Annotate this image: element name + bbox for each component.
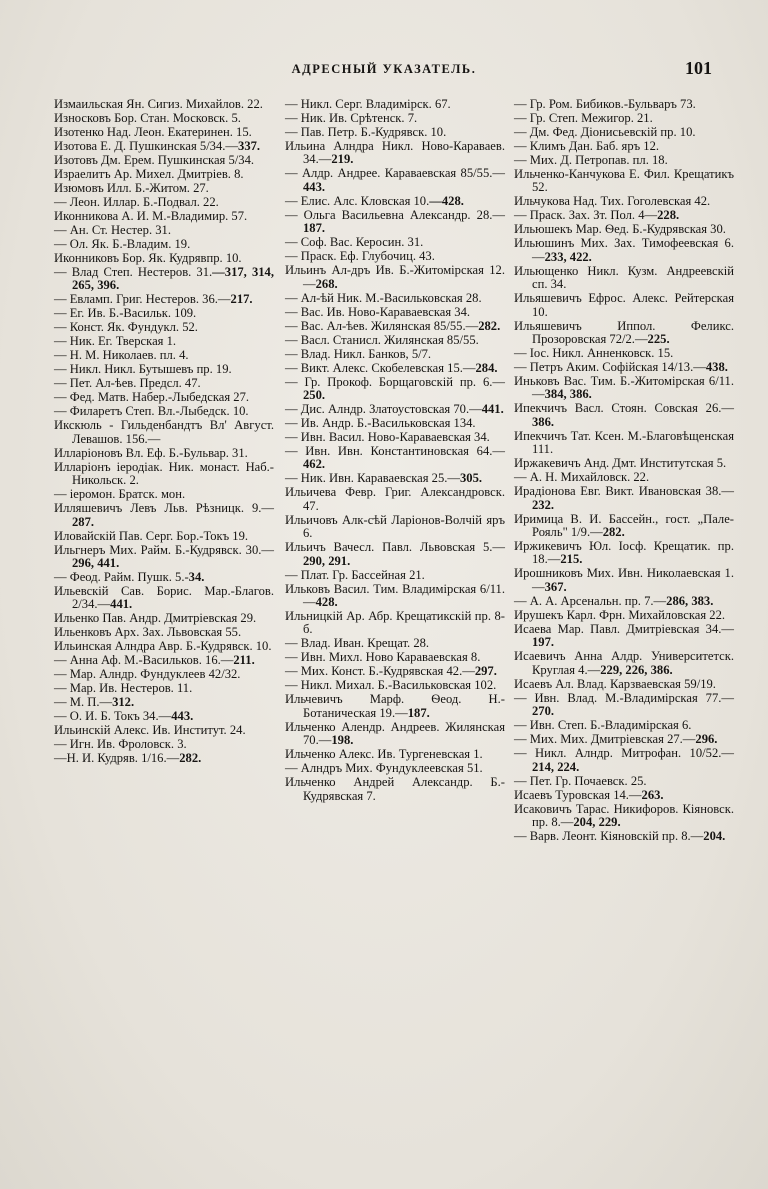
directory-entry — [285, 306, 505, 319]
entry-text: Иньковъ Вас. Тим. Б.-Житомірская 6/11.— — [514, 374, 734, 402]
entry-text: — Ол. Як. Б.-Владим. 19. — [54, 237, 191, 251]
entry-text: — Ив. Андр. Б.-Васильковская 134. — [285, 416, 476, 431]
directory-entry — [54, 626, 274, 639]
entry-phone-numbers: 250. — [303, 388, 326, 403]
entry-text: — Мих. Конст. Б.-Кудрявская 42.— — [285, 664, 475, 679]
entry-text: — Алндръ Мих. Фундуклеевская 51. — [285, 761, 483, 776]
directory-entry — [54, 682, 274, 695]
entry-text: — Конст. Як. Фундукл. 52. — [54, 320, 198, 335]
directory-entry — [514, 320, 734, 347]
directory-entry — [514, 112, 734, 125]
entry-text: — Ал-ѣй Ник. М.-Васильковская 28. — [285, 290, 482, 305]
directory-entry — [514, 168, 734, 195]
entry-text: Изюмовъ Илл. Б.-Житом. 27. — [54, 181, 209, 195]
directory-entry — [285, 417, 505, 430]
entry-text: Ильчукова Над. Тих. Гоголевская 42. — [514, 194, 711, 209]
entry-phone-numbers: 290, 291. — [303, 553, 351, 568]
directory-entry — [54, 612, 274, 625]
entry-text: — Варв. Леонт. Кіяновскій пр. 8.— — [514, 828, 704, 843]
directory-entry — [54, 696, 274, 709]
entry-text: — Викт. Алекс. Скобелевская 15.— — [285, 360, 476, 375]
entry-phone-numbers: 197. — [532, 635, 555, 650]
entry-text: — Мар. Алндр. Фундуклеев 42/32. — [54, 667, 241, 682]
entry-text: — Филаретъ Степ. Вл.-Лыбедск. 10. — [54, 404, 249, 419]
entry-phone-numbers: 284. — [475, 360, 498, 375]
entry-phone-numbers: 270. — [532, 704, 555, 719]
directory-entry — [54, 585, 274, 612]
entry-text: — Ивн. Влад. М.-Владимірская 77.— — [514, 690, 734, 705]
entry-text: Изотовъ Дм. Ерем. Пушкинская 5/34. — [54, 153, 255, 167]
directory-entry — [285, 431, 505, 444]
entry-text: — А. Н. Михайловск. 22. — [514, 470, 650, 485]
directory-entry — [285, 403, 505, 416]
directory-entry — [54, 321, 274, 334]
entry-text: Ильинскій Алекс. Ив. Институт. 24. — [54, 723, 246, 738]
directory-entry — [514, 789, 734, 802]
directory-entry — [54, 154, 274, 167]
entry-text: Илларіонъ іеродіак. Ник. монаст. Наб.-Никольск. 2. — [54, 459, 274, 488]
directory-entry — [54, 238, 274, 251]
entry-text: — іеромон. Братск. мон. — [54, 487, 186, 502]
entry-text: Илляшевичъ Левъ Льв. Рѣзницк. 9.— — [54, 501, 274, 516]
entry-phone-numbers: 228. — [657, 208, 680, 223]
entry-text: Ипекчичъ Тат. Ксен. М.-Благовѣщенская 111. — [514, 428, 734, 457]
directory-entry — [514, 650, 734, 677]
entry-text: — Мар. Ив. Нестеров. 11. — [54, 681, 193, 696]
directory-entry — [514, 678, 734, 691]
directory-entry — [514, 733, 734, 746]
directory-entry — [514, 471, 734, 484]
directory-entry — [54, 710, 274, 723]
directory-entry — [514, 457, 734, 470]
directory-entry — [514, 830, 734, 843]
entry-phone-numbers: 386. — [532, 414, 555, 429]
entry-phone-numbers: 263. — [641, 787, 664, 802]
directory-entry — [514, 292, 734, 319]
directory-entry — [54, 168, 274, 181]
directory-entry — [54, 349, 274, 362]
entry-phone-numbers: 219. — [331, 152, 354, 167]
entry-phone-numbers: 286, 383. — [666, 593, 714, 608]
directory-entry — [514, 567, 734, 594]
entry-text: — Пав. Петр. Б.-Кудрявск. 10. — [285, 125, 447, 139]
entry-text: Исаевъ Туровская 14.— — [514, 787, 642, 802]
entry-phone-numbers: 232. — [532, 497, 555, 512]
directory-entry — [514, 265, 734, 292]
entry-text: — Алдр. Андрее. Караваевская 85/55.— — [285, 166, 505, 181]
directory-entry — [54, 738, 274, 751]
entry-text: — Влад. Иван. Крещат. 28. — [285, 636, 430, 651]
directory-entry — [285, 334, 505, 347]
entry-text: Ильичева Февр. Григ. Александровск. 47. — [285, 485, 505, 513]
directory-entry — [285, 236, 505, 249]
entry-phone-numbers: 211. — [233, 653, 255, 668]
entry-text: — Ивн. Васил. Ново-Караваевская 34. — [285, 430, 490, 445]
entry-text: Ильченко Алекс. Ив. Тургеневская 1. — [285, 747, 483, 762]
directory-entry — [285, 292, 505, 305]
entry-text: — Дис. Алндр. Златоустовская 70.— — [285, 402, 482, 417]
entry-phone-numbers: 312. — [112, 695, 135, 710]
entry-phone-numbers: 384, 386. — [544, 387, 592, 402]
entry-text: Ильяшевичъ Ефрос. Алекс. Рейтерская 10. — [514, 291, 734, 319]
directory-entry — [54, 668, 274, 681]
directory-entry — [54, 182, 274, 195]
entry-text: Ильковъ Васил. Тим. Владимірская 6/11.— — [285, 581, 505, 610]
directory-entry — [285, 748, 505, 761]
column-2 — [285, 98, 505, 804]
directory-entry — [54, 252, 274, 265]
entry-phone-numbers: 443. — [303, 179, 326, 194]
entry-phone-numbers: 296. — [695, 732, 718, 747]
entry-phone-numbers: 268. — [315, 276, 338, 291]
entry-phone-numbers: 187. — [407, 705, 430, 720]
entry-phone-numbers: —428. — [429, 193, 464, 208]
entry-text: — Петръ Аким. Софійская 14/13.— — [514, 360, 706, 375]
entry-phone-numbers: 229, 226, 386. — [600, 662, 673, 677]
directory-entry — [285, 195, 505, 208]
directory-entry — [54, 98, 274, 111]
entry-text: Израелитъ Ар. Михел. Дмитріев. 8. — [54, 167, 244, 181]
entry-phone-numbers: 443. — [171, 709, 194, 724]
directory-entry — [285, 376, 505, 403]
entry-phone-numbers: 282. — [179, 751, 202, 766]
entry-text: — Праск. Зах. Зт. Пол. 4— — [514, 208, 658, 223]
entry-text: Ирошниковъ Мих. Ивн. Николаевская 1.— — [514, 566, 734, 594]
entry-phone-numbers: 282. — [478, 318, 501, 333]
directory-entry — [54, 640, 274, 653]
entry-phone-numbers: 204, 229. — [573, 814, 621, 829]
entry-text: Ильевскій Сав. Борис. Мар.-Благов. 2/34.— — [54, 584, 274, 612]
directory-entry — [285, 514, 505, 541]
directory-entry — [54, 405, 274, 418]
entry-text: Ильенковъ Арх. Зах. Львовская 55. — [54, 625, 242, 640]
directory-entry — [285, 583, 505, 610]
entry-phone-numbers: 428. — [315, 595, 338, 610]
directory-entry — [514, 775, 734, 788]
directory-entry — [285, 98, 505, 111]
directory-entry — [54, 210, 274, 223]
entry-text: — Евламп. Григ. Нестеров. 36.— — [54, 292, 231, 307]
entry-text: Ильющенко Никл. Кузм. Андреевскій сп. 34. — [514, 263, 734, 292]
directory-entry — [285, 776, 505, 803]
entry-text: Ильюшинъ Мих. Зах. Тимофеевская 6.— — [514, 236, 734, 264]
entry-text: — Гр. Ром. Бибиков.-Бульваръ 73. — [514, 97, 696, 111]
directory-entry — [54, 266, 274, 293]
directory-entry — [514, 154, 734, 167]
directory-entry — [514, 361, 734, 374]
entry-text: — Елис. Алс. Кловская 10. — [285, 193, 430, 208]
directory-entry — [54, 293, 274, 306]
directory-entry — [514, 719, 734, 732]
entry-text: Ильенко Пав. Андр. Дмитріевская 29. — [54, 611, 257, 626]
directory-entry — [54, 112, 274, 125]
entry-text: — Игн. Ив. Фроловск. 3. — [54, 737, 187, 752]
entry-text: — Васл. Станисл. Жилянская 85/55. — [285, 332, 479, 347]
entry-phone-numbers: 214, 224. — [532, 759, 580, 774]
directory-entry — [514, 513, 734, 540]
directory-entry — [54, 654, 274, 667]
entry-phone-numbers: 287. — [72, 514, 95, 529]
directory-entry — [285, 486, 505, 513]
entry-text: — Ан. Ст. Нестер. 31. — [54, 223, 171, 237]
entry-text: — Гр. Степ. Межигор. 21. — [514, 111, 653, 125]
entry-text: Ильченко-Канчукова Е. Фил. Крещатикъ 52. — [514, 167, 734, 195]
entry-text: Исаевичъ Анна Алдр. Университетск. Круглая 4.— — [514, 649, 734, 677]
directory-entry — [514, 126, 734, 139]
entry-text: Ильченко Андрей Александр. Б.-Кудрявская 7. — [285, 775, 505, 803]
directory-entry — [285, 445, 505, 472]
entry-phone-numbers: 367. — [544, 579, 567, 594]
directory-entry — [285, 762, 505, 775]
entry-text: Ильинская Алндра Авр. Б.-Кудрявск. 10. — [54, 639, 272, 654]
column-1 — [54, 98, 274, 766]
entry-phone-numbers: —317, 314, 265, 396. — [72, 265, 274, 293]
column-3 — [514, 98, 734, 844]
entry-text: Икскюль - Гильденбандтъ Вл' Август. Левашов. 156.— — [54, 418, 274, 446]
directory-entry — [514, 223, 734, 236]
entry-text: Иржикевичъ Юл. Іосф. Крещатик. пр. 18.— — [514, 539, 734, 567]
entry-phone-numbers: 34. — [188, 570, 205, 585]
entry-text: — Никл. Никл. Бутышевъ пр. 19. — [54, 362, 232, 377]
entry-phone-numbers: 225. — [647, 332, 670, 347]
entry-text: Ильичъ Вачесл. Павл. Львовская 5.— — [285, 540, 505, 555]
entry-text: — Соф. Вас. Керосин. 31. — [285, 235, 424, 250]
directory-entry — [285, 610, 505, 637]
entry-text: Ильинъ Ал-дръ Ив. Б.-Житомірская 12.— — [285, 263, 505, 291]
entry-phone-numbers: 441. — [110, 597, 133, 612]
entry-phone-numbers: 438. — [705, 360, 728, 375]
entry-text: Иконникова А. И. М.-Владимир. 57. — [54, 209, 248, 223]
entry-text: Износковъ Бор. Стан. Московск. 5. — [54, 111, 241, 125]
directory-entry — [285, 651, 505, 664]
directory-entry — [514, 623, 734, 650]
directory-entry — [54, 126, 274, 139]
entry-text: — Никл. Алндр. Митрофан. 10/52.— — [514, 746, 734, 761]
directory-entry — [54, 447, 274, 460]
entry-phone-numbers: 282. — [602, 525, 625, 540]
directory-entry — [54, 544, 274, 571]
entry-text: — Анна Аф. М.-Васильков. 16.— — [54, 653, 234, 668]
directory-entry — [54, 363, 274, 376]
entry-text: — Вас. Ив. Ново-Караваевская 34. — [285, 304, 471, 319]
entry-phone-numbers: 337. — [238, 139, 261, 153]
entry-text: — Мих. Мих. Дмитріевская 27.— — [514, 732, 696, 747]
entry-text: — А. А. Арсенальн. пр. 7.— — [514, 593, 667, 608]
directory-entry — [54, 335, 274, 348]
entry-text: — О. И. Б. Токъ 34.— — [54, 709, 172, 724]
entry-text: Ирушекъ Карл. Фрн. Михайловская 22. — [514, 607, 726, 622]
entry-phone-numbers: 198. — [331, 733, 354, 748]
directory-entry — [54, 391, 274, 404]
entry-text: — Вас. Ал-ѣев. Жилянская 85/55.— — [285, 318, 479, 333]
directory-entry — [514, 98, 734, 111]
directory-entry — [54, 196, 274, 209]
entry-text: — Н. М. Николаев. пл. 4. — [54, 348, 189, 363]
directory-entry — [285, 209, 505, 236]
entry-text: Изотенко Над. Леон. Екатеринен. 15. — [54, 125, 252, 139]
entry-phone-numbers: 296, 441. — [72, 556, 120, 571]
entry-phone-numbers: 462. — [303, 457, 326, 472]
directory-entry — [285, 693, 505, 720]
entry-text: Исаевъ Ал. Влад. Карзваевская 59/19. — [514, 676, 716, 691]
directory-entry — [514, 430, 734, 457]
directory-entry — [285, 472, 505, 485]
entry-text: Изотова Е. Д. Пушкинская 5/34.— — [54, 139, 239, 153]
directory-entry — [285, 721, 505, 748]
entry-phone-numbers: 215. — [560, 552, 583, 567]
directory-entry — [514, 692, 734, 719]
entry-text: Ильчевичъ Марф. Ѳеод. Н.-Ботаническая 19.— — [285, 692, 505, 720]
entry-text: — Ник. Ив. Срѣтенск. 7. — [285, 111, 418, 125]
entry-text: Ильичовъ Алк-сѣй Ларіонов-Волчій яръ 6. — [285, 512, 505, 541]
entry-phone-numbers: 233, 422. — [544, 249, 592, 264]
directory-entry — [54, 461, 274, 488]
directory-entry — [54, 502, 274, 529]
entry-text: — Влад. Никл. Банков, 5/7. — [285, 346, 432, 361]
directory-entry — [54, 752, 274, 765]
entry-phone-numbers: 441. — [481, 402, 504, 417]
running-title: АДРЕСНЫЙ УКАЗАТЕЛЬ. — [291, 62, 477, 76]
entry-text: — М. П.— — [54, 695, 113, 710]
directory-entry — [285, 665, 505, 678]
directory-entry — [285, 126, 505, 139]
directory-entry — [514, 485, 734, 512]
entry-text: — Ивн. Ивн. Константиновская 64.— — [285, 444, 505, 459]
entry-phone-numbers: 187. — [303, 221, 326, 236]
entry-text: Иржакевичъ Анд. Дмт. Институтская 5. — [514, 456, 727, 471]
entry-text: Ильюшекъ Мар. Ѳед. Б.-Кудрявская 30. — [514, 222, 726, 237]
entry-text: Иловайскій Пав. Серг. Бор.-Токъ 19. — [54, 528, 249, 543]
entry-text: — Фед. Матв. Набер.-Лыбедская 27. — [54, 390, 250, 405]
directory-entry — [54, 307, 274, 320]
directory-entry — [514, 237, 734, 264]
directory-entry — [54, 571, 274, 584]
entry-text: — Ник. Ивн. Караваевская 25.— — [285, 471, 460, 486]
page-header — [0, 58, 768, 82]
entry-text: — Ольга Васильевна Александр. 28.— — [285, 207, 505, 222]
directory-entry — [285, 569, 505, 582]
directory-entry — [514, 595, 734, 608]
directory-entry — [54, 724, 274, 737]
directory-entry — [54, 377, 274, 390]
directory-entry — [54, 140, 274, 153]
directory-entry — [285, 112, 505, 125]
directory-entry — [54, 488, 274, 501]
entry-text: — Іос. Никл. Анненковск. 15. — [514, 346, 674, 361]
entry-phone-numbers: 217. — [230, 292, 253, 307]
directory-entry — [285, 541, 505, 568]
entry-text: — Ивн. Михл. Ново Караваевская 8. — [285, 650, 481, 665]
entry-text: — Никл. Михал. Б.-Васильковская 102. — [285, 678, 497, 693]
entry-text: Илларіоновъ Вл. Еф. Б.-Бульвар. 31. — [54, 445, 248, 460]
entry-text: Ильницкій Ар. Абр. Крещатикскій пр. 8-б. — [285, 609, 505, 637]
entry-text: Ильгнеръ Мих. Райм. Б.-Кудрявск. 30.— — [54, 542, 274, 557]
directory-entry — [514, 540, 734, 567]
directory-entry — [285, 167, 505, 194]
directory-entry — [285, 348, 505, 361]
entry-text: — Плат. Гр. Бассейная 21. — [285, 567, 425, 582]
directory-entry — [54, 530, 274, 543]
entry-text: — Климъ Дан. Баб. яръ 12. — [514, 139, 660, 153]
directory-entry — [514, 195, 734, 208]
entry-text: — Ивн. Степ. Б.-Владимірская 6. — [514, 718, 692, 733]
directory-entry — [285, 250, 505, 263]
entry-text: — Пет. Ал-ѣев. Предсл. 47. — [54, 376, 201, 391]
entry-text: Ирадіонова Евг. Викт. Ивановская 38.— — [514, 484, 734, 499]
entry-text: — Ник. Ег. Тверская 1. — [54, 334, 177, 349]
entry-text: Ипекчичъ Васл. Стоян. Совская 26.— — [514, 401, 734, 416]
directory-entry — [285, 637, 505, 650]
directory-entry — [514, 609, 734, 622]
entry-text: Ильченко Алендр. Андреев. Жилянская 70.— — [285, 719, 505, 748]
directory-entry — [54, 224, 274, 237]
directory-entry — [285, 362, 505, 375]
entry-phone-numbers: 305. — [460, 471, 483, 486]
entry-text: Ильяшевичъ Иппол. Феликс. Прозоровская 72/2.— — [514, 318, 734, 347]
directory-entry — [514, 747, 734, 774]
directory-entry — [285, 320, 505, 333]
directory-entry — [514, 803, 734, 830]
entry-text: Иконниковъ Бор. Як. Кудрявпр. 10. — [54, 251, 242, 265]
entry-text: Иримица В. И. Бассейн., гост. „Пале-Рояль" 1/9.— — [514, 511, 734, 540]
entry-text: — Ег. Ив. Б.-Васильк. 109. — [54, 306, 197, 321]
entry-text: — Никл. Серг. Владимірск. 67. — [285, 97, 451, 111]
entry-text: — Мих. Д. Петропав. пл. 18. — [514, 153, 668, 167]
directory-entry — [514, 402, 734, 429]
entry-text: — Феод. Райм. Пушк. 5.- — [54, 570, 189, 585]
entry-phone-numbers: 297. — [474, 664, 497, 679]
entry-text: Исаковичъ Тарас. Никифоров. Кіяновск. пр. 8.— — [514, 801, 734, 829]
directory-entry — [54, 419, 274, 446]
directory-entry — [285, 264, 505, 291]
entry-text: Ильина Алндра Никл. Ново-Караваев. 34.— — [285, 139, 505, 167]
directory-entry — [514, 140, 734, 153]
directory-entry — [285, 140, 505, 167]
entry-text: — Дм. Фед. Діонисьевскій пр. 10. — [514, 125, 696, 139]
entry-text: —Н. И. Кудряв. 1/16.— — [54, 751, 180, 766]
entry-text: — Леон. Иллар. Б.-Подвал. 22. — [54, 195, 219, 209]
entry-text: — Влад Степ. Нестеров. 31. — [54, 265, 213, 279]
directory-entry — [514, 375, 734, 402]
entry-text: — Праск. Еф. Глубочиц. 43. — [285, 249, 435, 264]
entry-text: — Гр. Прокоф. Борщаговскій пр. 6.— — [285, 374, 505, 389]
entry-text: — Пет. Гр. Почаевск. 25. — [514, 773, 647, 788]
entry-phone-numbers: 204. — [703, 828, 726, 843]
directory-entry — [285, 679, 505, 692]
directory-entry — [514, 209, 734, 222]
entry-text: Исаева Мар. Павл. Дмитріевская 34.— — [514, 621, 734, 636]
directory-entry — [514, 347, 734, 360]
page-number: 101 — [685, 58, 712, 78]
entry-text: Измаильская Ян. Сигиз. Михайлов. 22. — [54, 97, 263, 111]
